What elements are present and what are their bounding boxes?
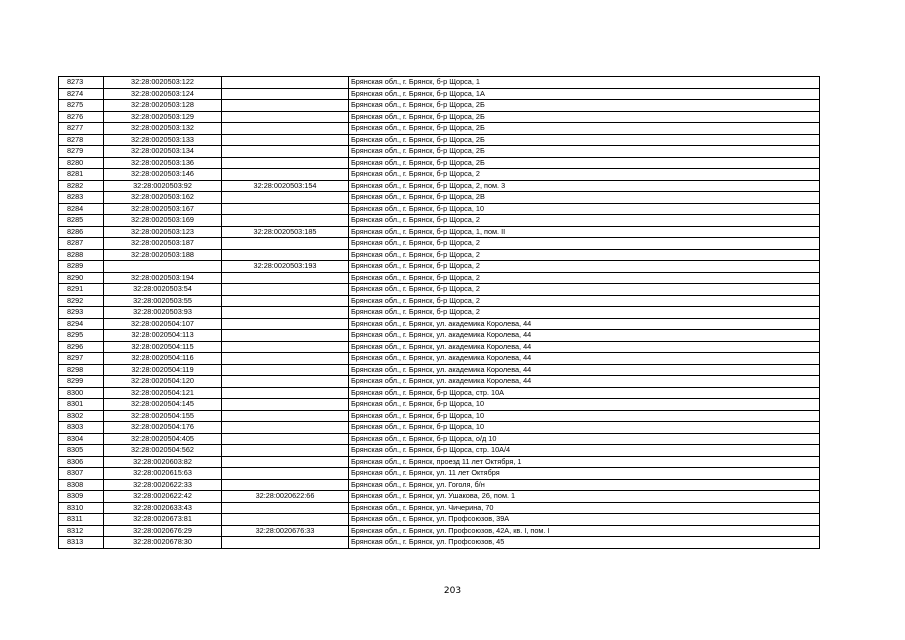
cadastral-number-cell: 32:28:0020504:176 <box>104 422 222 434</box>
table-row <box>59 134 820 146</box>
table-row <box>59 295 820 307</box>
previous-cadastral-number-cell <box>222 100 349 112</box>
table-row <box>59 330 820 342</box>
row-number-cell: 8285 <box>59 215 104 227</box>
row-number-cell: 8303 <box>59 422 104 434</box>
previous-cadastral-number-cell <box>222 353 349 365</box>
cadastral-number-cell: 32:28:0020504:145 <box>104 399 222 411</box>
table-row <box>59 77 820 89</box>
table-row <box>59 456 820 468</box>
address-cell: Брянская обл., г. Брянск, б-р Щорса, 2Б <box>349 100 820 112</box>
cadastral-number-cell: 32:28:0020504:155 <box>104 410 222 422</box>
table-row <box>59 249 820 261</box>
row-number-cell: 8273 <box>59 77 104 89</box>
row-number-cell: 8280 <box>59 157 104 169</box>
address-cell: Брянская обл., г. Брянск, б-р Щорса, 10 <box>349 203 820 215</box>
row-number-cell: 8313 <box>59 537 104 549</box>
previous-cadastral-number-cell <box>222 514 349 526</box>
previous-cadastral-number-cell <box>222 249 349 261</box>
address-cell: Брянская обл., г. Брянск, ул. Профсоюзов, 39А <box>349 514 820 526</box>
table-row <box>59 468 820 480</box>
cadastral-number-cell: 32:28:0020503:133 <box>104 134 222 146</box>
address-cell: Брянская обл., г. Брянск, б-р Щорса, 2 <box>349 249 820 261</box>
row-number-cell: 8291 <box>59 284 104 296</box>
address-cell: Брянская обл., г. Брянск, б-р Щорса, 10 <box>349 399 820 411</box>
previous-cadastral-number-cell <box>222 330 349 342</box>
table-row <box>59 364 820 376</box>
row-number-cell: 8274 <box>59 88 104 100</box>
address-cell: Брянская обл., г. Брянск, ул. Ушакова, 26, пом. 1 <box>349 491 820 503</box>
table-row <box>59 272 820 284</box>
address-cell: Брянская обл., г. Брянск, б-р Щорса, 2Б <box>349 146 820 158</box>
previous-cadastral-number-cell <box>222 192 349 204</box>
row-number-cell: 8312 <box>59 525 104 537</box>
cadastral-number-cell: 32:28:0020504:113 <box>104 330 222 342</box>
address-cell: Брянская обл., г. Брянск, б-р Щорса, стр. 10А <box>349 387 820 399</box>
previous-cadastral-number-cell <box>222 307 349 319</box>
previous-cadastral-number-cell: 32:28:0020622:66 <box>222 491 349 503</box>
cadastral-number-cell: 32:28:0020503:129 <box>104 111 222 123</box>
cadastral-number-cell: 32:28:0020503:124 <box>104 88 222 100</box>
table-row <box>59 410 820 422</box>
row-number-cell: 8294 <box>59 318 104 330</box>
cadastral-number-cell: 32:28:0020622:42 <box>104 491 222 503</box>
row-number-cell: 8281 <box>59 169 104 181</box>
table-row <box>59 157 820 169</box>
previous-cadastral-number-cell: 32:28:0020676:33 <box>222 525 349 537</box>
previous-cadastral-number-cell <box>222 215 349 227</box>
cadastral-number-cell <box>104 261 222 273</box>
cadastral-number-cell: 32:28:0020633:43 <box>104 502 222 514</box>
row-number-cell: 8295 <box>59 330 104 342</box>
table-row <box>59 514 820 526</box>
table-row <box>59 525 820 537</box>
cadastral-number-cell: 32:28:0020503:93 <box>104 307 222 319</box>
row-number-cell: 8277 <box>59 123 104 135</box>
address-cell: Брянская обл., г. Брянск, ул. академика Королева, 44 <box>349 353 820 365</box>
row-number-cell: 8282 <box>59 180 104 192</box>
previous-cadastral-number-cell <box>222 445 349 457</box>
previous-cadastral-number-cell <box>222 111 349 123</box>
table-row <box>59 226 820 238</box>
address-cell: Брянская обл., г. Брянск, ул. академика Королева, 44 <box>349 330 820 342</box>
cadastral-number-cell: 32:28:0020622:33 <box>104 479 222 491</box>
address-cell: Брянская обл., г. Брянск, б-р Щорса, 2Б <box>349 157 820 169</box>
row-number-cell: 8299 <box>59 376 104 388</box>
cadastral-number-cell: 32:28:0020503:194 <box>104 272 222 284</box>
cadastral-number-cell: 32:28:0020676:29 <box>104 525 222 537</box>
row-number-cell: 8296 <box>59 341 104 353</box>
row-number-cell: 8310 <box>59 502 104 514</box>
row-number-cell: 8284 <box>59 203 104 215</box>
previous-cadastral-number-cell <box>222 537 349 549</box>
previous-cadastral-number-cell <box>222 399 349 411</box>
cadastral-number-cell: 32:28:0020503:167 <box>104 203 222 215</box>
cadastral-number-cell: 32:28:0020504:115 <box>104 341 222 353</box>
address-cell: Брянская обл., г. Брянск, ул. академика Королева, 44 <box>349 364 820 376</box>
table-row <box>59 387 820 399</box>
address-cell: Брянская обл., г. Брянск, б-р Щорса, 2 <box>349 307 820 319</box>
previous-cadastral-number-cell <box>222 157 349 169</box>
address-cell: Брянская обл., г. Брянск, б-р Щорса, стр. 10А/4 <box>349 445 820 457</box>
row-number-cell: 8300 <box>59 387 104 399</box>
table-row <box>59 203 820 215</box>
address-cell: Брянская обл., г. Брянск, б-р Щорса, 2, пом. 3 <box>349 180 820 192</box>
cadastral-number-cell: 32:28:0020503:92 <box>104 180 222 192</box>
table-row <box>59 433 820 445</box>
row-number-cell: 8308 <box>59 479 104 491</box>
cadastral-number-cell: 32:28:0020615:63 <box>104 468 222 480</box>
table-row <box>59 238 820 250</box>
address-cell: Брянская обл., г. Брянск, ул. 11 лет Октября <box>349 468 820 480</box>
row-number-cell: 8293 <box>59 307 104 319</box>
table-row <box>59 445 820 457</box>
previous-cadastral-number-cell <box>222 169 349 181</box>
row-number-cell: 8301 <box>59 399 104 411</box>
table-row <box>59 100 820 112</box>
cadastral-number-cell: 32:28:0020504:562 <box>104 445 222 457</box>
previous-cadastral-number-cell <box>222 272 349 284</box>
previous-cadastral-number-cell <box>222 376 349 388</box>
address-cell: Брянская обл., г. Брянск, б-р Щорса, 1А <box>349 88 820 100</box>
address-cell: Брянская обл., г. Брянск, б-р Щорса, 2 <box>349 295 820 307</box>
address-cell: Брянская обл., г. Брянск, б-р Щорса, 2 <box>349 272 820 284</box>
table-row <box>59 111 820 123</box>
previous-cadastral-number-cell <box>222 134 349 146</box>
table-row <box>59 261 820 273</box>
previous-cadastral-number-cell <box>222 364 349 376</box>
address-cell: Брянская обл., г. Брянск, проезд 11 лет Октября, 1 <box>349 456 820 468</box>
previous-cadastral-number-cell <box>222 88 349 100</box>
row-number-cell: 8289 <box>59 261 104 273</box>
address-cell: Брянская обл., г. Брянск, ул. академика Королева, 44 <box>349 376 820 388</box>
row-number-cell: 8275 <box>59 100 104 112</box>
previous-cadastral-number-cell <box>222 295 349 307</box>
page-number: 203 <box>443 586 462 596</box>
address-cell: Брянская обл., г. Брянск, б-р Щорса, 2 <box>349 261 820 273</box>
row-number-cell: 8279 <box>59 146 104 158</box>
previous-cadastral-number-cell <box>222 502 349 514</box>
table-row <box>59 192 820 204</box>
cadastral-number-cell: 32:28:0020503:134 <box>104 146 222 158</box>
cadastral-number-cell: 32:28:0020504:119 <box>104 364 222 376</box>
table-row <box>59 318 820 330</box>
row-number-cell: 8292 <box>59 295 104 307</box>
row-number-cell: 8290 <box>59 272 104 284</box>
table-row <box>59 399 820 411</box>
address-cell: Брянская обл., г. Брянск, ул. академика Королева, 44 <box>349 341 820 353</box>
table-row <box>59 88 820 100</box>
address-cell: Брянская обл., г. Брянск, б-р Щорса, 2Б <box>349 123 820 135</box>
cadastral-number-cell: 32:28:0020503:136 <box>104 157 222 169</box>
cadastral-number-cell: 32:28:0020504:120 <box>104 376 222 388</box>
cadastral-number-cell: 32:28:0020504:107 <box>104 318 222 330</box>
address-cell: Брянская обл., г. Брянск, б-р Щорса, о/д 10 <box>349 433 820 445</box>
table-row <box>59 537 820 549</box>
row-number-cell: 8283 <box>59 192 104 204</box>
registry-table-body <box>59 77 820 549</box>
address-cell: Брянская обл., г. Брянск, б-р Щорса, 2 <box>349 284 820 296</box>
cadastral-number-cell: 32:28:0020503:123 <box>104 226 222 238</box>
cadastral-number-cell: 32:28:0020503:162 <box>104 192 222 204</box>
table-row <box>59 169 820 181</box>
row-number-cell: 8305 <box>59 445 104 457</box>
address-cell: Брянская обл., г. Брянск, ул. Профсоюзов, 45 <box>349 537 820 549</box>
cadastral-number-cell: 32:28:0020503:188 <box>104 249 222 261</box>
cadastral-number-cell: 32:28:0020503:187 <box>104 238 222 250</box>
row-number-cell: 8304 <box>59 433 104 445</box>
previous-cadastral-number-cell: 32:28:0020503:193 <box>222 261 349 273</box>
address-cell: Брянская обл., г. Брянск, ул. Чичерина, 70 <box>349 502 820 514</box>
table-row <box>59 215 820 227</box>
address-cell: Брянская обл., г. Брянск, ул. Гоголя, б/н <box>349 479 820 491</box>
table-row <box>59 491 820 503</box>
cadastral-number-cell: 32:28:0020603:82 <box>104 456 222 468</box>
previous-cadastral-number-cell <box>222 284 349 296</box>
row-number-cell: 8297 <box>59 353 104 365</box>
row-number-cell: 8309 <box>59 491 104 503</box>
previous-cadastral-number-cell <box>222 238 349 250</box>
cadastral-number-cell: 32:28:0020503:169 <box>104 215 222 227</box>
address-cell: Брянская обл., г. Брянск, ул. академика Королева, 44 <box>349 318 820 330</box>
cadastral-number-cell: 32:28:0020504:121 <box>104 387 222 399</box>
address-cell: Брянская обл., г. Брянск, б-р Щорса, 1 <box>349 77 820 89</box>
previous-cadastral-number-cell <box>222 341 349 353</box>
previous-cadastral-number-cell <box>222 468 349 480</box>
table-row <box>59 307 820 319</box>
row-number-cell: 8302 <box>59 410 104 422</box>
previous-cadastral-number-cell <box>222 146 349 158</box>
previous-cadastral-number-cell <box>222 433 349 445</box>
previous-cadastral-number-cell <box>222 456 349 468</box>
cadastral-number-cell: 32:28:0020503:55 <box>104 295 222 307</box>
previous-cadastral-number-cell <box>222 422 349 434</box>
address-cell: Брянская обл., г. Брянск, б-р Щорса, 2 <box>349 215 820 227</box>
table-row <box>59 479 820 491</box>
previous-cadastral-number-cell <box>222 410 349 422</box>
row-number-cell: 8276 <box>59 111 104 123</box>
row-number-cell: 8287 <box>59 238 104 250</box>
row-number-cell: 8311 <box>59 514 104 526</box>
table-row <box>59 146 820 158</box>
row-number-cell: 8306 <box>59 456 104 468</box>
table-row <box>59 502 820 514</box>
table-row <box>59 180 820 192</box>
table-row <box>59 123 820 135</box>
table-row <box>59 422 820 434</box>
address-cell: Брянская обл., г. Брянск, б-р Щорса, 2Б <box>349 111 820 123</box>
address-cell: Брянская обл., г. Брянск, б-р Щорса, 2 <box>349 169 820 181</box>
previous-cadastral-number-cell <box>222 479 349 491</box>
cadastral-number-cell: 32:28:0020673:81 <box>104 514 222 526</box>
table-row <box>59 284 820 296</box>
cadastral-number-cell: 32:28:0020503:128 <box>104 100 222 112</box>
cadastral-number-cell: 32:28:0020503:54 <box>104 284 222 296</box>
address-cell: Брянская обл., г. Брянск, б-р Щорса, 10 <box>349 410 820 422</box>
previous-cadastral-number-cell <box>222 203 349 215</box>
previous-cadastral-number-cell <box>222 123 349 135</box>
address-cell: Брянская обл., г. Брянск, б-р Щорса, 1, пом. II <box>349 226 820 238</box>
row-number-cell: 8278 <box>59 134 104 146</box>
cadastral-number-cell: 32:28:0020503:146 <box>104 169 222 181</box>
previous-cadastral-number-cell <box>222 387 349 399</box>
cadastral-number-cell: 32:28:0020504:405 <box>104 433 222 445</box>
address-cell: Брянская обл., г. Брянск, б-р Щорса, 2В <box>349 192 820 204</box>
registry-table <box>58 76 820 549</box>
table-row <box>59 376 820 388</box>
row-number-cell: 8298 <box>59 364 104 376</box>
cadastral-number-cell: 32:28:0020503:122 <box>104 77 222 89</box>
address-cell: Брянская обл., г. Брянск, б-р Щорса, 2Б <box>349 134 820 146</box>
previous-cadastral-number-cell <box>222 77 349 89</box>
row-number-cell: 8307 <box>59 468 104 480</box>
previous-cadastral-number-cell: 32:28:0020503:154 <box>222 180 349 192</box>
address-cell: Брянская обл., г. Брянск, б-р Щорса, 2 <box>349 238 820 250</box>
row-number-cell: 8288 <box>59 249 104 261</box>
previous-cadastral-number-cell <box>222 318 349 330</box>
cadastral-number-cell: 32:28:0020503:132 <box>104 123 222 135</box>
address-cell: Брянская обл., г. Брянск, ул. Профсоюзов, 42А, кв. I, пом. I <box>349 525 820 537</box>
address-cell: Брянская обл., г. Брянск, б-р Щорса, 10 <box>349 422 820 434</box>
row-number-cell: 8286 <box>59 226 104 238</box>
cadastral-number-cell: 32:28:0020504:116 <box>104 353 222 365</box>
previous-cadastral-number-cell: 32:28:0020503:185 <box>222 226 349 238</box>
table-row <box>59 353 820 365</box>
cadastral-number-cell: 32:28:0020678:30 <box>104 537 222 549</box>
table-row <box>59 341 820 353</box>
